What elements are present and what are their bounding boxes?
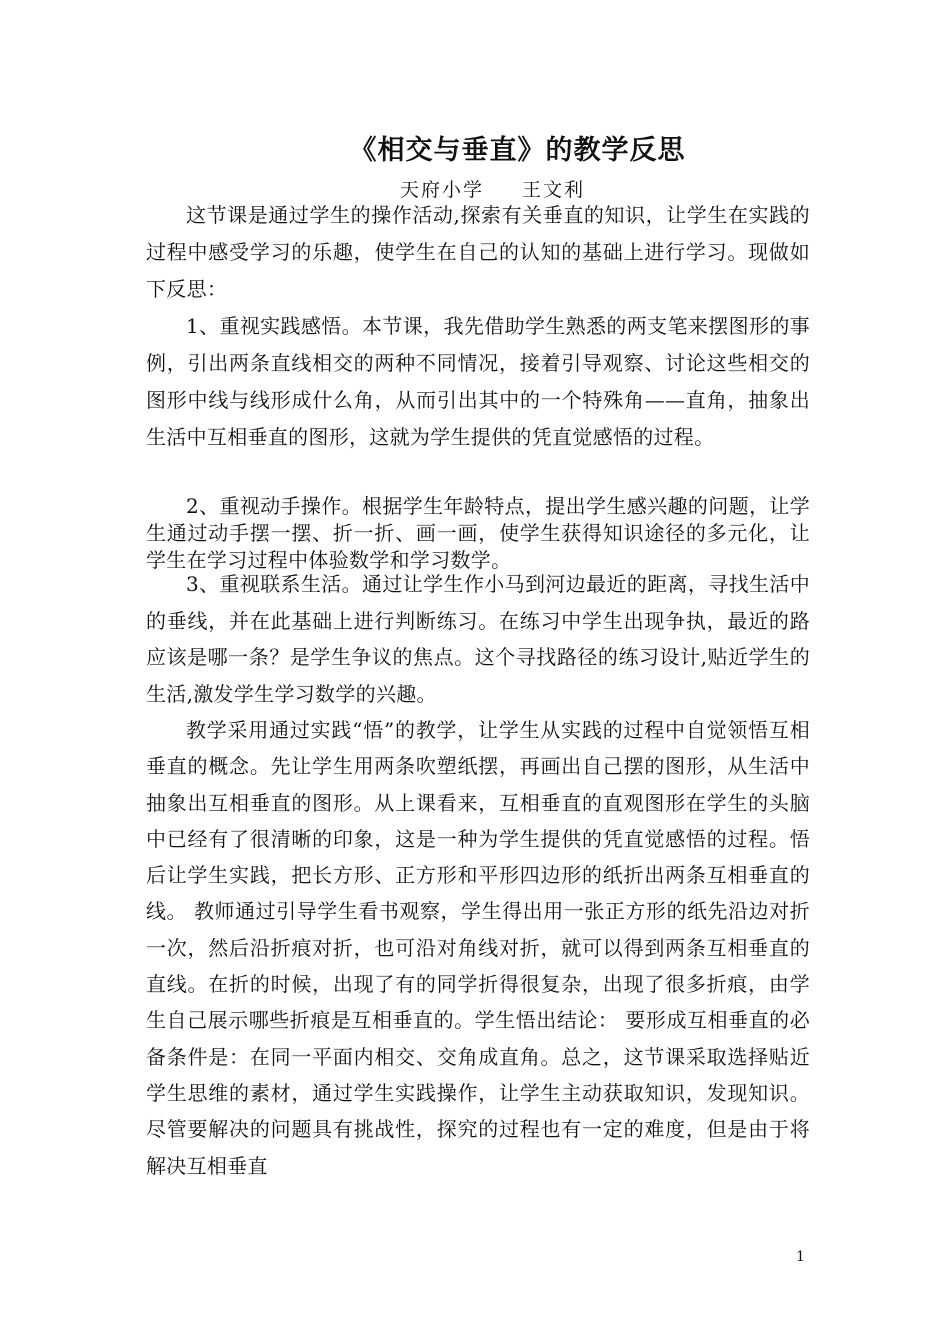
paragraph-life-connection: 3、重视联系生活。通过让学生作小马到河边最近的距离，寻找生活中的垂线，并在此基础上进行判断练习。在练习中学生出现争执，最近的路应该是哪一条？是学生争议的焦点。这个寻找路径的练习设计,贴近学生的生活,激发学生学习数学的兴趣。	[146, 572, 810, 706]
author-name: 王文利	[522, 179, 586, 201]
paragraph-intro: 这节课是通过学生的操作活动,探索有关垂直的知识，让学生在实践的过程中感受学习的乐趣，使学生在自己的认知的基础上进行学习。现做如下反思：	[146, 203, 810, 301]
document-title: 《相交与垂直》的教学反思	[349, 135, 686, 166]
paragraph-hands-on: 2、重视动手操作。根据学生年龄特点，提出学生感兴趣的问题，让学生通过动手摆一摆、折一折、画一画，使学生获得知识途径的多元化，让学生在学习过程中体验数学和学习数学。	[146, 494, 810, 572]
school-name: 天府小学	[399, 179, 484, 201]
paragraph-teaching-approach: 教学采用通过实践“悟”的教学，让学生从实践的过程中自觉领悟互相垂直的概念。先让学生用两条吹塑纸摆，再画出自己摆的图形，从生活中抽象出互相垂直的图形。从上课看来，互相垂直的直观图形在学生的头脑中已经有了很清晰的印象，这是一种为学生提供的凭直觉感悟的过程。悟后让学生实践，把长方形、正方形和平形四边形的纸折出两条互相垂直的线。 教师通过引导学生看书观察，学生得出用一张正方形的纸先沿边对折一次，然后沿折痕对折，也可沿对角线对折，就可以得到两条互相垂直的直线。在折的时候，出现了有的同学折得很复杂，出现了很多折痕，由学生自己展示哪些折痕是互相垂直的。学生悟出结论： 要形成互相垂直的必备条件是：在同一平面内相交、交角成直角。总之，这节课采取选择贴近学生思维的素材，通过学生实践操作，让学生主动获取知识，发现知识。尽管要解决的问题具有挑战性，探究的过程也有一定的难度，但是由于将解决互相垂直	[146, 718, 810, 1178]
page-number: 1	[796, 1249, 805, 1265]
paragraph-practice-perception: 1、重视实践感悟。本节课，我先借助学生熟悉的两支笔来摆图形的事例，引出两条直线相交的两种不同情况，接着引导观察、讨论这些相交的图形中线与线形成什么角，从而引出其中的一个特殊角——直角，抽象出生活中互相垂直的图形，这就为学生提供的凭直觉感悟的过程。	[146, 314, 810, 449]
